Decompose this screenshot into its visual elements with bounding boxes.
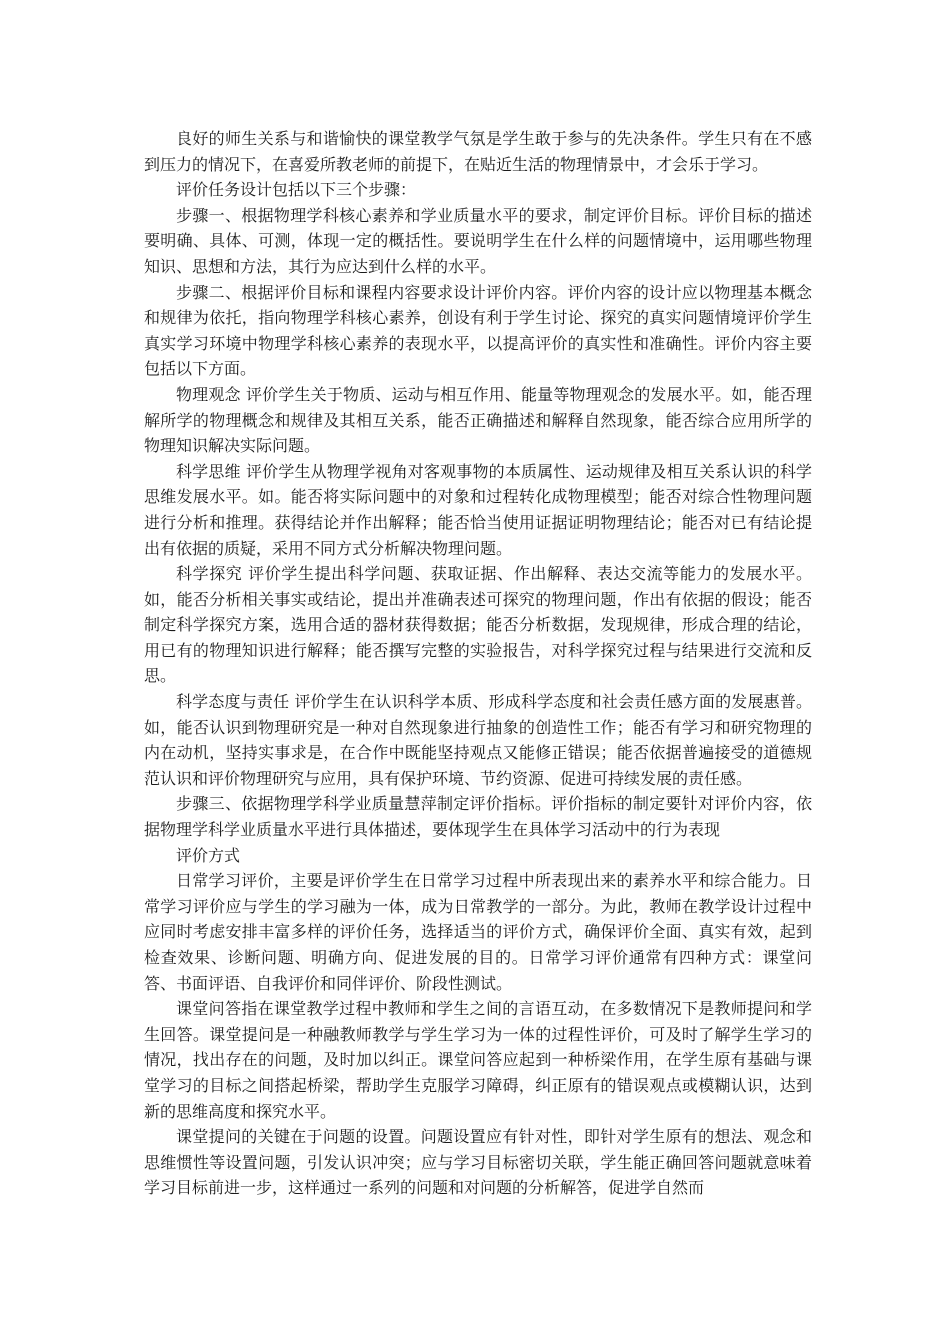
paragraph-step-three: 步骤三、依据物理学科学业质量慧萍制定评价指标。评价指标的制定要针对评价内容，依据物理学科学业质量水平进行具体描述，要体现学生在具体学习活动中的行为表现 — [144, 794, 812, 840]
paragraph-scientific-inquiry: 科学探究 评价学生提出科学问题、获取证据、作出解释、表达交流等能力的发展水平。如，能否分析相关事实或结论，提出并准确表述可探究的物理问题，作出有依据的假设；能否制定科学探究方案，选用合适的器材获得数据；能否分析数据，发现规律，形成合理的结论，用已有的物理知识进行解释；能否撰写完整的实验报告，对科学探究过程与结果进行交流和反思。 — [144, 564, 812, 686]
paragraph-evaluation-steps-intro: 评价任务设计包括以下三个步骤： — [176, 180, 417, 200]
paragraph-evaluation-methods-heading: 评价方式 — [176, 845, 241, 865]
paragraph-scientific-attitude: 科学态度与责任 评价学生在认识科学本质、形成科学态度和社会责任感方面的发展惠普。如，能否认识到物理研究是一种对自然现象进行抽象的创造性工作；能否有学习和研究物理的内在动机，坚持实事求是，在合作中既能坚持观点又能修正错误；能否依据普遍接受的道德规范认识和评价物理研究与应用，具有保护环境、节约资源、促进可持续发展的责任感。 — [144, 692, 812, 788]
paragraph-step-two: 步骤二、根据评价目标和课程内容要求设计评价内容。评价内容的设计应以物理基本概念和规律为依托，指向物理学科核心素养，创设有利于学生讨论、探究的真实问题情境评价学生真实学习环境中物理学科核心素养的表现水平，以提高评价的真实性和准确性。评价内容主要包括以下方面。 — [144, 282, 812, 379]
paragraph-step-one: 步骤一、根据物理学科核心素养和学业质量水平的要求，制定评价目标。评价目标的描述要明确、具体、可测，体现一定的概括性。要说明学生在什么样的问题情境中，运用哪些物理知识、思想和方法，其行为应达到什么样的水平。 — [144, 205, 812, 276]
document-body — [144, 126, 812, 1201]
paragraph-teacher-student-relationship: 良好的师生关系与和谐愉快的课堂教学气氛是学生敢于参与的先决条件。学生只有在不感到压力的情况下，在喜爱所教老师的前提下，在贴近生活的物理情景中，才会乐于学习。 — [144, 129, 812, 174]
paragraph-scientific-thinking: 科学思维 评价学生从物理学视角对客观事物的本质属性、运动规律及相互关系认识的科学思维发展水平。如。能否将实际问题中的对象和过程转化成物理模型；能否对综合性物理问题进行分析和推理。获得结论并作出解释；能否恰当使用证据证明物理结论；能否对已有结论提出有依据的质疑，采用不同方式分析解决物理问题。 — [144, 461, 812, 558]
paragraph-question-design: 课堂提问的关键在于问题的设置。问题设置应有针对性，即针对学生原有的想法、观念和思维惯性等设置问题，引发认识冲突；应与学习目标密切关联，学生能正确回答问题就意味着学习目标前进一步，这样通过一系列的问题和对问题的分析解答，促进学自然而 — [144, 1127, 812, 1198]
paragraph-physics-concepts: 物理观念 评价学生关于物质、运动与相互作用、能量等物理观念的发展水平。如，能否理解所学的物理概念和规律及其相互关系，能否正确描述和解释自然现象，能否综合应用所学的物理知识解决实际问题。 — [144, 384, 812, 456]
paragraph-classroom-qa: 课堂问答指在课堂教学过程中教师和学生之间的言语互动，在多数情况下是教师提问和学生回答。课堂提问是一种融教师教学与学生学习为一体的过程性评价，可及时了解学生学习的情况，找出存在的问题，及时加以纠正。课堂问答应起到一种桥梁作用，在学生原有基础与课堂学习的目标之间搭起桥梁，帮助学生克服学习障碍，纠正原有的错误观点或模糊认识，达到新的思维高度和探究水平。 — [144, 999, 812, 1121]
paragraph-daily-learning-evaluation: 日常学习评价，主要是评价学生在日常学习过程中所表现出来的素养水平和综合能力。日常学习评价应与学生的学习融为一体，成为日常教学的一部分。为此，教师在教学设计过程中应同时考虑安排丰富多样的评价任务，选择适当的评价方式，确保评价全面、真实有效，起到检查效果、诊断问题、明确方向、促进发展的目的。日常学习评价通常有四种方式：课堂问答、书面评语、自我评价和同伴评价、阶段性测试。 — [144, 871, 812, 993]
